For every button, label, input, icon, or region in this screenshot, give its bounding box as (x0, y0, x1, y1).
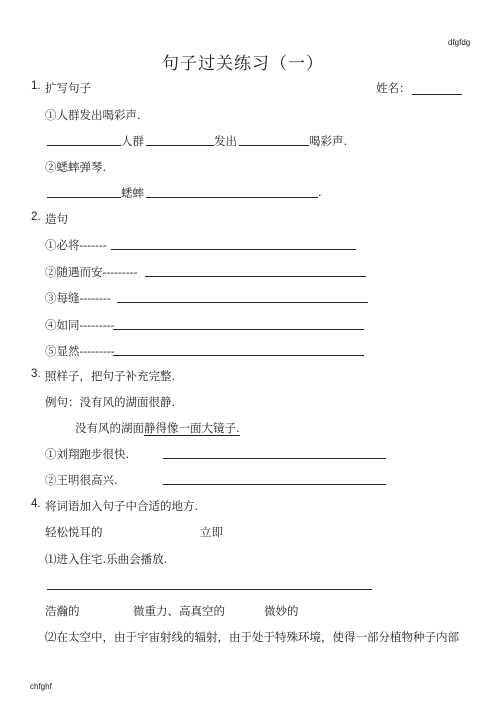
q2-item-4: ④如同--------- (45, 318, 115, 332)
question-1-number: 1. (31, 80, 41, 92)
q1-item-1-word-1: 人群 (121, 134, 144, 148)
q1-item-1-blank-1[interactable] (47, 145, 121, 146)
q3-example-sentence (75, 420, 240, 436)
footer-mark: chfghf (30, 682, 52, 691)
q4-sentence-2: ⑵在太空中，由于宇宙射线的辐射，由于处于特殊环境，使得一部分植物种子内部 (45, 630, 459, 644)
q1-item-2-period: . (318, 185, 322, 199)
q3-item-1: ①刘翔跑步很快. (45, 447, 130, 461)
q1-item-1: ①人群发出喝彩声. (45, 108, 141, 122)
q2-item-2-blank[interactable] (145, 276, 366, 277)
q4-sentence-1: ⑴进入住宅.乐曲会播放. (45, 552, 168, 566)
q3-example-underlined: 静得像一面大镜子. (144, 421, 240, 435)
q3-item-2: ②王明很高兴. (45, 473, 118, 487)
question-3-heading: 照样子，把句子补充完整. (45, 369, 176, 383)
q1-item-2-word-1: 蟋蟀 (121, 186, 144, 200)
q2-item-2: ②随遇而安--------- (45, 265, 138, 279)
q4-word-4: 微重力、高真空的 (133, 604, 225, 618)
q4-word-2: 立即 (200, 525, 223, 539)
name-label: 姓名： (376, 81, 411, 95)
q2-item-4-blank[interactable] (113, 329, 364, 330)
q3-item-2-blank[interactable] (163, 484, 386, 485)
q4-word-1: 轻松悦耳的 (45, 525, 103, 539)
q4-word-5: 微妙的 (264, 604, 299, 618)
question-4-number: 4. (31, 498, 41, 510)
q4-word-3: 浩瀚的 (45, 604, 80, 618)
q2-item-3: ③每缝-------- (45, 291, 111, 305)
question-1-heading: 扩写句子 (45, 81, 91, 95)
q2-item-5-blank[interactable] (113, 355, 364, 356)
name-blank[interactable] (412, 94, 462, 95)
q1-item-2-blank-2[interactable] (146, 197, 318, 198)
question-2-number: 2. (31, 211, 41, 223)
question-2-heading: 造句 (45, 212, 68, 226)
page-title: 句子过关练习（一） (162, 54, 324, 74)
q1-item-1-blank-2[interactable] (146, 145, 214, 146)
q2-item-3-blank[interactable] (117, 302, 368, 303)
q1-item-1-blank-3[interactable] (239, 145, 309, 146)
question-3-number: 3. (31, 368, 41, 380)
q1-item-2: ②蟋蟀弹琴. (45, 160, 107, 174)
q2-item-1: ①必将------- (45, 238, 107, 252)
header-mark: dfgfdg (448, 38, 471, 47)
q2-item-1-blank[interactable] (111, 249, 356, 250)
q2-item-5: ⑤显然--------- (45, 344, 115, 358)
q3-example-prefix: 没有风的湖面 (75, 421, 144, 435)
q1-item-1-word-3: 喝彩声. (309, 134, 348, 148)
q3-item-1-blank[interactable] (163, 458, 386, 459)
q1-item-2-blank-1[interactable] (47, 197, 121, 198)
q1-item-1-word-2: 发出 (214, 134, 237, 148)
question-4-heading: 将词语加入句子中合适的地方. (45, 499, 199, 513)
q4-sentence-1-blank[interactable] (47, 589, 372, 590)
q3-example-label: 例句：没有风的湖面很静. (45, 395, 176, 409)
